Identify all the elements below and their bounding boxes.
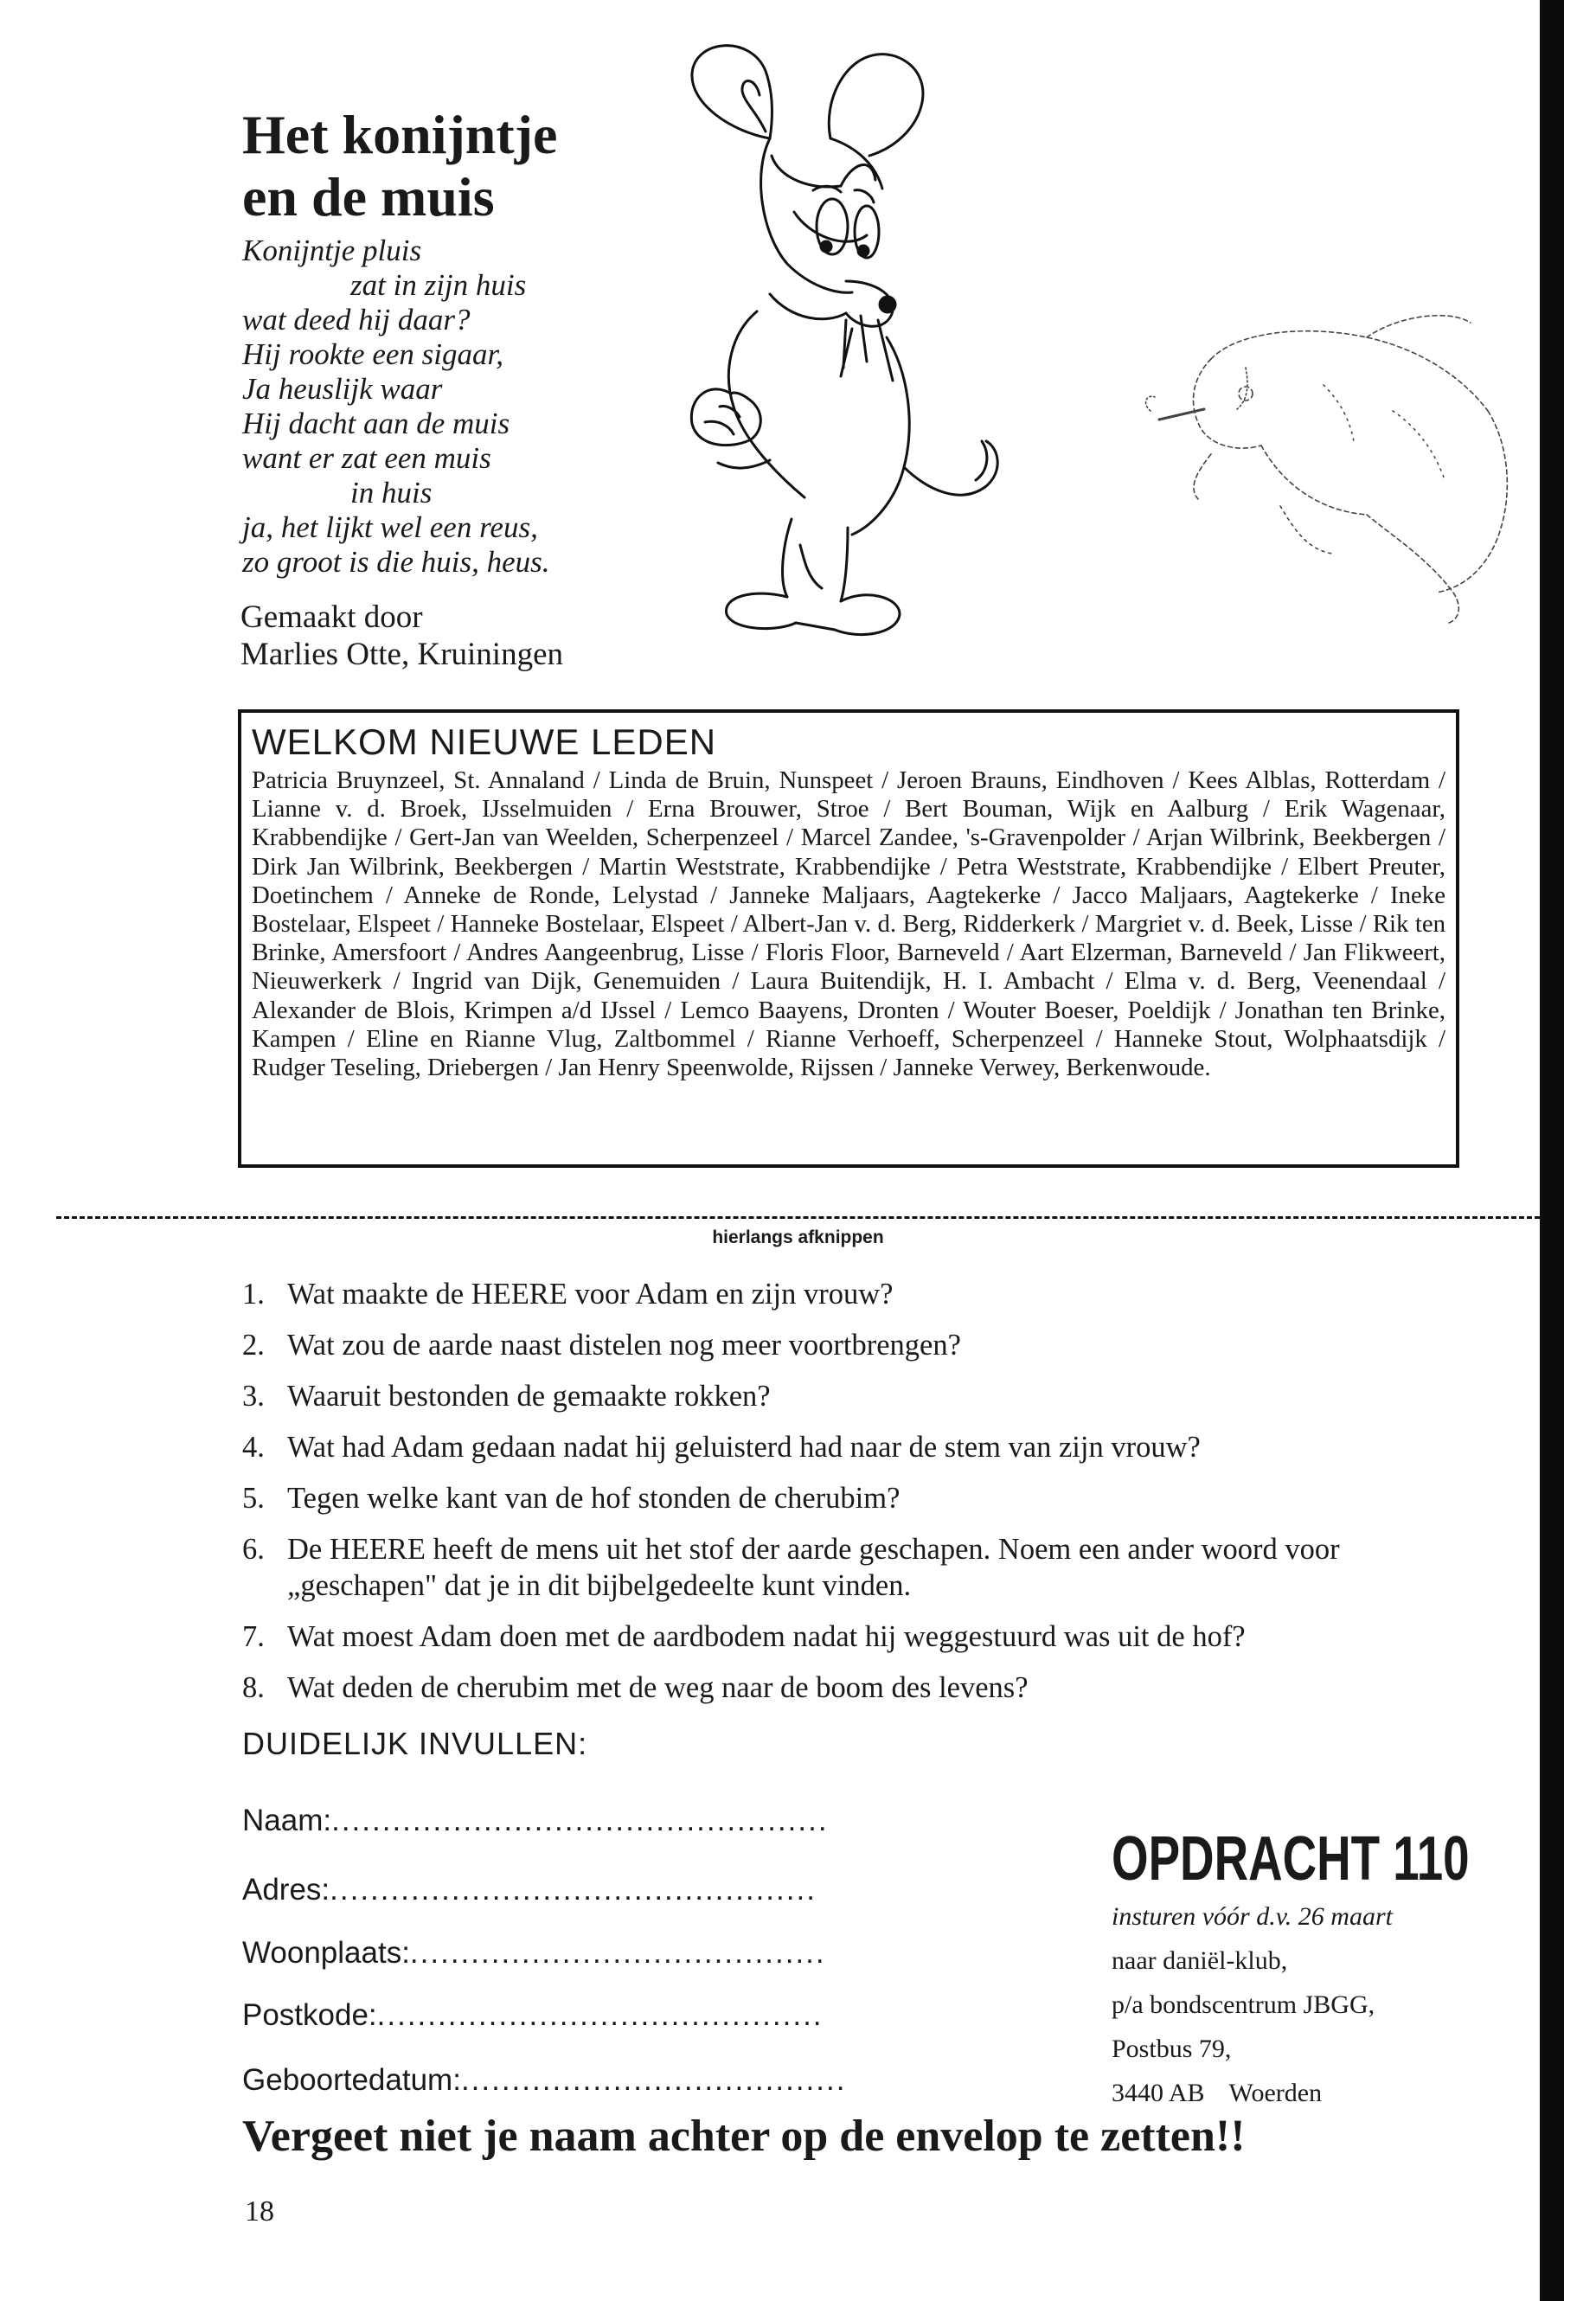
fill-dots: ...................................... <box>460 2063 847 2097</box>
cut-label: hierlangs afknippen <box>712 1227 884 1247</box>
question-item <box>242 1618 1453 1655</box>
fill-dots: ................................................ <box>330 1873 817 1907</box>
credit-line: Marlies Otte, Kruiningen <box>240 637 563 672</box>
cut-line <box>56 1216 1540 1219</box>
deadline: insturen vóór d.v. 26 maart <box>1112 1902 1393 1931</box>
question-number: 1. <box>242 1278 265 1311</box>
rabbit-illustration <box>1107 307 1522 636</box>
field-label: Geboortedatum: <box>242 2063 461 2097</box>
poem-title-line: en de muis <box>242 166 495 228</box>
question-number: 7. <box>242 1620 265 1653</box>
reminder: Vergeet niet je naam achter op de envelop te zetten!! <box>242 2112 1246 2161</box>
question-number: 3. <box>242 1380 265 1413</box>
mouse-illustration <box>640 35 1003 683</box>
poem-line: zo groot is die huis, heus. <box>242 545 550 579</box>
welcome-title: WELKOM NIEUWE LEDEN <box>252 721 717 762</box>
field-label: Naam: <box>242 1804 332 1837</box>
poem-line: wat deed hij daar? <box>242 303 471 336</box>
question-text: Wat zou de aarde naast distelen nog meer voortbrengen? <box>287 1329 961 1362</box>
city: Woerden <box>1228 2079 1323 2107</box>
assignment-title: OPDRACHT 110 <box>1112 1824 1470 1894</box>
question-item <box>242 1670 1453 1706</box>
name-field[interactable] <box>242 1804 1064 1838</box>
poem-line: zat in zijn huis <box>350 268 527 302</box>
poem-line: Hij rookte een sigaar, <box>242 337 503 371</box>
poem-line: want er zat een muis <box>242 441 491 475</box>
poem-title-line: Het konijntje <box>242 104 558 165</box>
question-item <box>242 1378 1453 1414</box>
poem-line: in huis <box>350 476 433 510</box>
credit-line: Gemaakt door <box>240 599 423 635</box>
fill-dots: ............................................ <box>376 1998 824 2032</box>
address-line: Postbus 79, <box>1112 2035 1232 2063</box>
birthdate-field[interactable] <box>242 2063 1064 2098</box>
poem-line: Konijntje pluis <box>242 234 422 267</box>
form-heading: DUIDELIJK INVULLEN: <box>242 1726 588 1761</box>
address-line: p/a bondscentrum JBGG, <box>1112 1990 1375 2019</box>
send-to-address <box>1112 1894 1393 2115</box>
question-item <box>242 1480 1453 1516</box>
fill-dots: ......................................... <box>409 1936 826 1970</box>
questions-list <box>242 1276 1453 1721</box>
city-field[interactable] <box>242 1936 1064 1971</box>
address-field[interactable] <box>242 1873 1064 1907</box>
question-item <box>242 1327 1453 1363</box>
question-number: 5. <box>242 1482 265 1515</box>
welcome-box <box>238 709 1459 1168</box>
question-text: Wat maakte de HEERE voor Adam en zijn vrouw? <box>287 1278 894 1311</box>
question-text: Tegen welke kant van de hof stonden de cherubim? <box>287 1482 901 1515</box>
poem-line: Ja heuslijk waar <box>242 372 443 406</box>
poem-line: ja, het lijkt wel een reus, <box>242 510 538 544</box>
question-number: 2. <box>242 1329 265 1362</box>
page-edge-bar <box>1540 0 1564 2301</box>
question-number: 8. <box>242 1671 265 1704</box>
poem-title <box>242 104 623 228</box>
question-item <box>242 1276 1453 1312</box>
question-text: De HEERE heeft de mens uit het stof der aarde geschapen. Noem een ander woord voor „geschapen" dat je in dit bijbelgedeelte kunt vinden. <box>287 1533 1340 1602</box>
postcode: 3440 AB <box>1112 2079 1205 2107</box>
question-text: Wat had Adam gedaan nadat hij geluisterd had naar de stem van zijn vrouw? <box>287 1431 1201 1464</box>
fill-dots: ................................................. <box>331 1804 829 1837</box>
question-number: 4. <box>242 1431 265 1464</box>
poem-line: Hij dacht aan de muis <box>242 407 510 440</box>
field-label: Postkode: <box>242 1998 377 2032</box>
field-label: Adres: <box>242 1873 330 1907</box>
question-item <box>242 1531 1453 1604</box>
address-line: naar daniël-klub, <box>1112 1946 1288 1975</box>
poem-credit <box>240 599 563 673</box>
question-text: Wat moest Adam doen met de aardbodem nadat hij weggestuurd was uit de hof? <box>287 1620 1246 1653</box>
question-number: 6. <box>242 1533 265 1566</box>
new-members-list: Patricia Bruynzeel, St. Annaland / Linda de Bruin, Nunspeet / Jeroen Brauns, Eindhoven / Kees Alblas, Rotterdam / Lianne v. d. Broek, IJsselmuiden / Erna Brouwer, Stroe / Bert Bouman, Wijk en Aalburg / Erik Wagenaar, Krabbendijke / Gert-Jan van Weelden, Scherpenzeel / Marcel Zandee, 's-Gravenpolder / Arjan Wilbrink, Beekbergen / Dirk Jan Wilbrink, Beekbergen / Martin Weststrate, Krabbendijke / Petra Weststrate, Krabbendijke / Elbert Preuter, Doetinchem / Anneke de Ronde, Lelystad / Janneke Maljaars, Aagtekerke / Jacco Maljaars, Aagtekerke / Ineke Bostelaar, Elspeet / Hanneke Bostelaar, Elspeet / Albert-Jan v. d. Berg, Ridderkerk / Margriet v. d. Beek, Lisse / Rik ten Brinke, Amersfoort / Andres Aangeenbrug, Lisse / Floris Floor, Barneveld / Aart Elzerman, Barneveld / Jan Flikweert, Nieuwerkerk / Ingrid van Dijk, Genemuiden / Laura Buitendijk, H. I. Ambacht / Elma v. d. Berg, Veenendaal / Alexander de Blois, Krimpen a/d IJssel / Lemco Baayens, Dronten / Wouter Boeser, Poeldijk / Jonathan ten Brinke, Kampen / Eline en Rianne Vlug, Zaltbommel / Rianne Verhoeff, Scherpenzeel / Hanneke Stout, Wolphaatsdijk / Rudger Teseling, Driebergen / Jan Henry Speenwolde, Rijssen / Janneke Verwey, Berkenwoude. <box>252 766 1445 1082</box>
question-text: Waaruit bestonden de gemaakte rokken? <box>287 1380 771 1413</box>
field-label: Woonplaats: <box>242 1936 410 1970</box>
poem-body <box>242 234 640 580</box>
postcode-field[interactable] <box>242 1998 1064 2033</box>
question-text: Wat deden de cherubim met de weg naar de boom des levens? <box>287 1671 1029 1704</box>
question-item <box>242 1429 1453 1465</box>
page-number: 18 <box>245 2195 274 2227</box>
